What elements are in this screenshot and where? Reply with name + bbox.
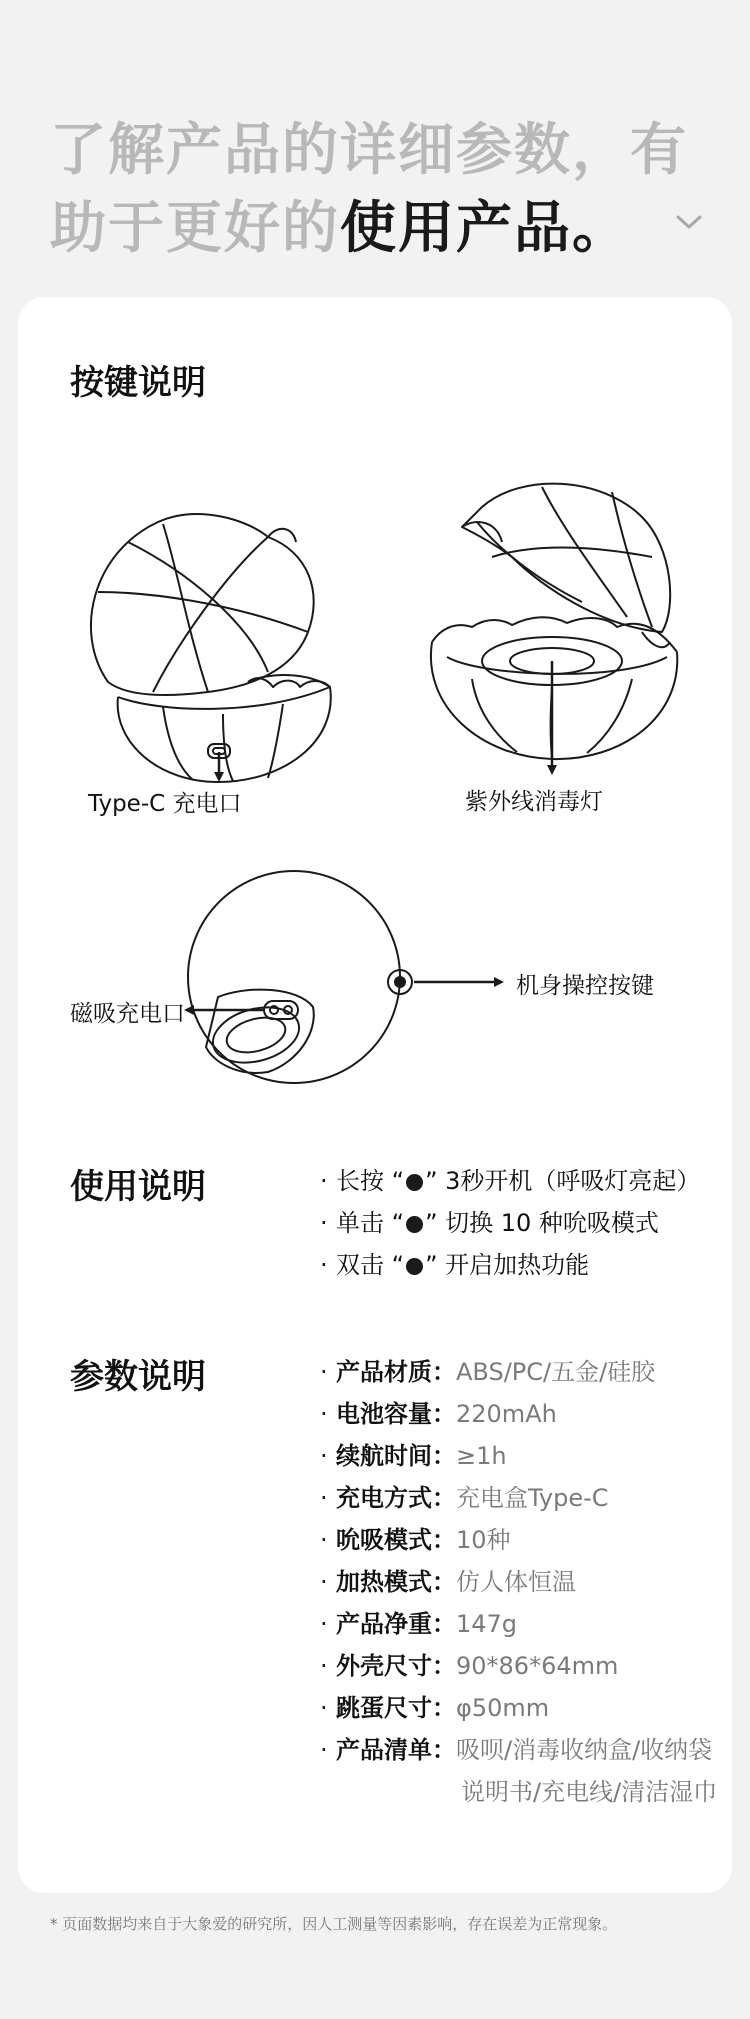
case-open-illustration — [402, 447, 702, 787]
button-icon — [406, 1174, 423, 1191]
device-illustration — [178, 867, 518, 1097]
hero-line-1 — [50, 112, 710, 190]
spec-row: · 产品清单：吸呗/消毒收纳盒/收纳袋 — [320, 1736, 713, 1764]
hero-line-2 — [50, 190, 710, 268]
button-icon — [406, 1216, 423, 1233]
hero-line-2-muted: 助于更好的 — [50, 196, 340, 261]
spec-row: · 加热模式：仿人体恒温 — [320, 1568, 576, 1596]
spec-row: · 产品材质：ABS/PC/五金/硅胶 — [320, 1358, 656, 1386]
usage-section-title: 使用说明 — [70, 1167, 206, 1207]
callout-magnetic-port: 磁吸充电口 — [70, 1001, 185, 1027]
footnote: * 页面数据均来自于大象爱的研究所，因人工测量等因素影响，存在误差为正常现象。 — [50, 1915, 618, 1933]
hero-line-1-text: 了解产品的详细参数，有 — [50, 118, 688, 183]
usage-item: · 长按 “ ” 3秒开机（呼吸灯亮起） — [320, 1167, 701, 1195]
usage-item: · 单击 “ ” 切换 10 种吮吸模式 — [320, 1209, 659, 1237]
callout-control-button: 机身操控按键 — [516, 973, 654, 999]
button-icon — [406, 1258, 423, 1275]
spec-row: · 产品净重：147g — [320, 1610, 518, 1638]
hero-heading — [50, 112, 710, 268]
usage-item: · 双击 “ ” 开启加热功能 — [320, 1251, 590, 1279]
usage-list — [320, 1160, 700, 1286]
case-front-illustration — [68, 482, 368, 792]
spec-row: · 充电方式：充电盒Type-C — [320, 1484, 609, 1512]
callout-uv-lamp: 紫外线消毒灯 — [465, 789, 603, 815]
product-info-card — [18, 297, 732, 1893]
spec-list — [320, 1351, 717, 1813]
spec-row: · 电池容量：220mAh — [320, 1400, 557, 1428]
spec-row-continuation: 说明书/充电线/清洁湿巾 — [461, 1778, 718, 1806]
hero-line-2-strong: 使用产品。 — [340, 196, 630, 261]
spec-row: · 外壳尺寸：90*86*64mm — [320, 1652, 619, 1680]
button-icon — [394, 976, 406, 988]
spec-section-title: 参数说明 — [70, 1357, 206, 1397]
spec-row: · 跳蛋尺寸：φ50mm — [320, 1694, 550, 1722]
spec-row: · 续航时间：≥1h — [320, 1442, 507, 1470]
buttons-section-title: 按键说明 — [70, 363, 206, 403]
callout-typec: Type-C 充电口 — [88, 791, 242, 817]
spec-row: · 吮吸模式：10种 — [320, 1526, 511, 1554]
chevron-down-icon[interactable] — [676, 214, 702, 230]
